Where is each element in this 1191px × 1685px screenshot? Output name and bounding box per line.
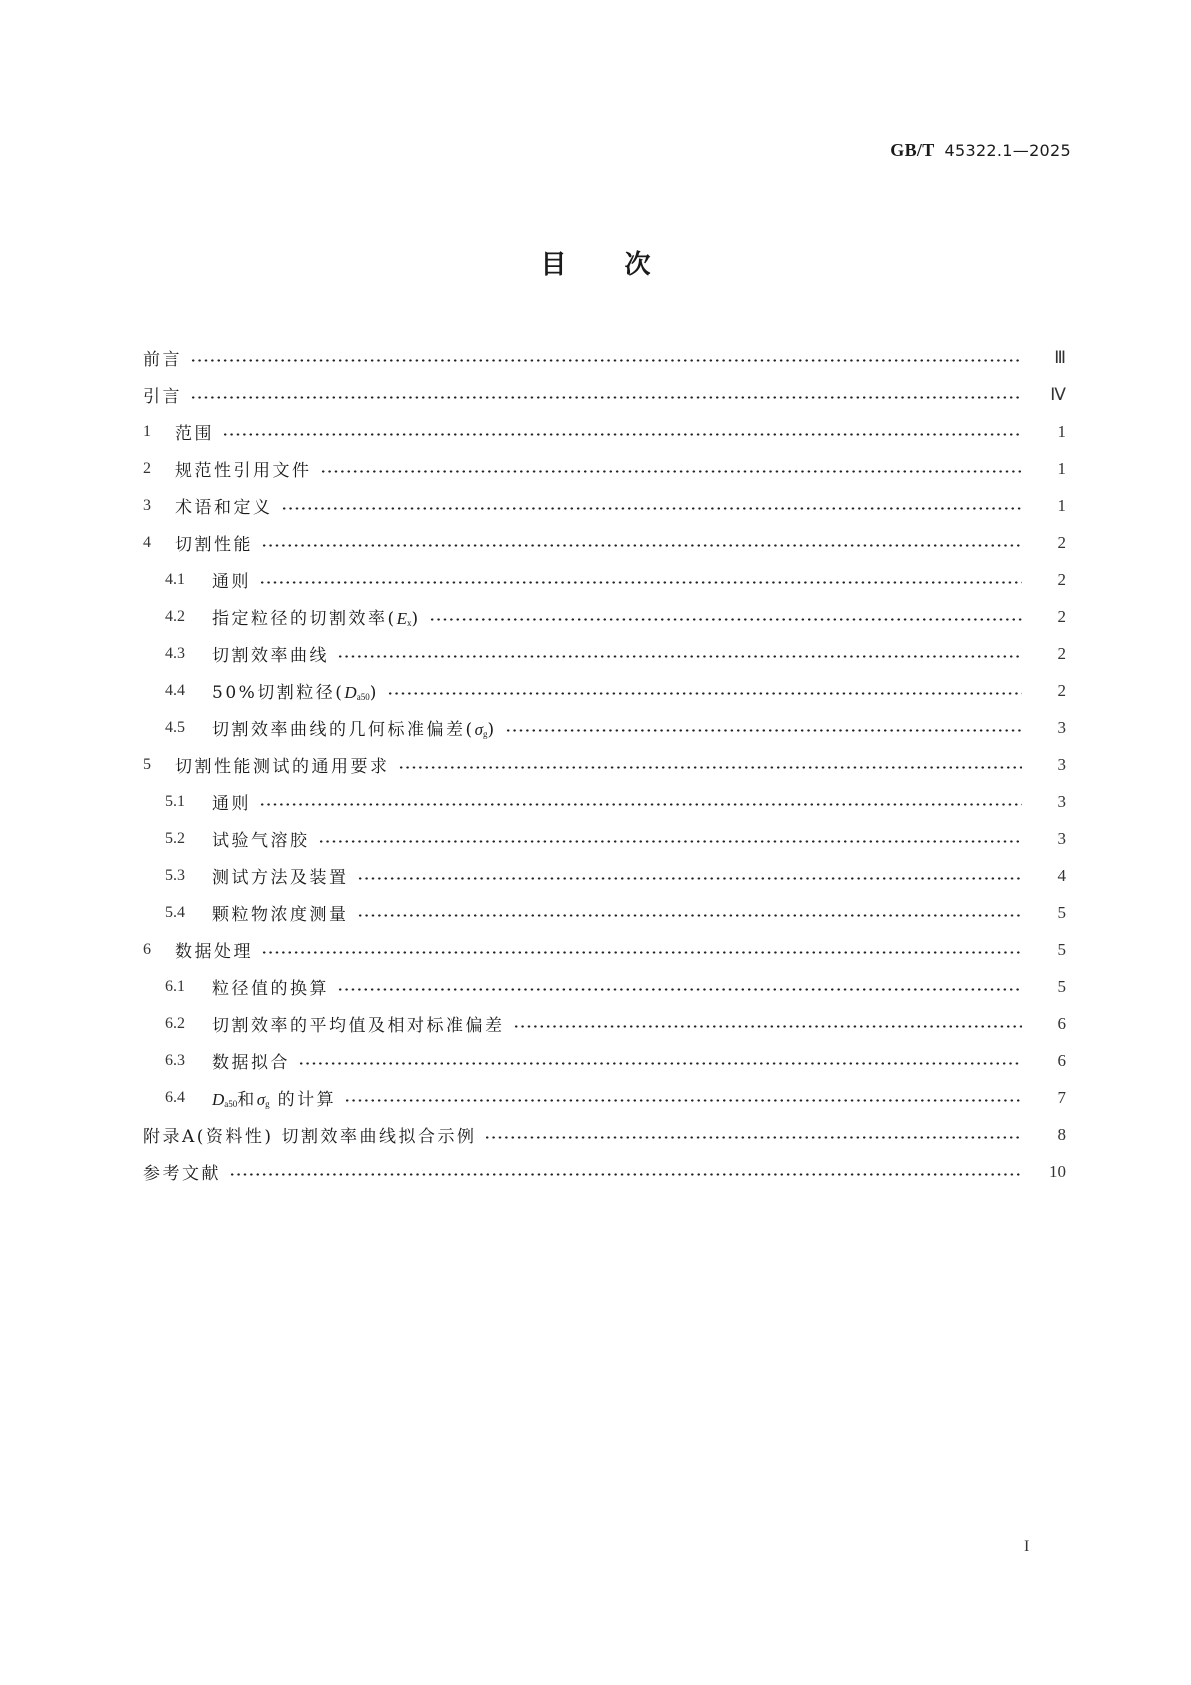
- toc-entry[interactable]: [143, 598, 1066, 635]
- toc-entry-heading: [143, 1159, 229, 1184]
- toc-entry-heading: [165, 900, 357, 925]
- toc-entry-number: 6: [143, 940, 151, 958]
- toc-label-text: 切割效率曲线: [212, 646, 329, 666]
- toc-entry-label: [212, 678, 379, 703]
- standard-prefix: GB/T: [890, 140, 935, 160]
- toc-entry[interactable]: [143, 413, 1066, 450]
- toc-entry-heading: [165, 641, 337, 666]
- toc-label-text: 通则: [212, 572, 251, 592]
- toc-entry-page: 3: [1022, 792, 1066, 812]
- toc-entry-page: 5: [1022, 903, 1066, 923]
- toc-label-text: ): [411, 609, 421, 629]
- toc-label-text: 数据拟合: [212, 1053, 290, 1073]
- toc-label-text: 范围: [175, 424, 214, 444]
- toc-entry-heading: [143, 493, 281, 518]
- dot-leader: [261, 951, 1022, 954]
- toc-label-text: 规范性引用文件: [175, 461, 312, 481]
- toc-entry-label: [212, 974, 329, 999]
- toc-entry-page: 2: [1022, 533, 1066, 553]
- toc-entry-label: [175, 456, 312, 481]
- dot-leader: [259, 581, 1022, 584]
- toc-entry[interactable]: [143, 1005, 1066, 1042]
- toc-entry-heading: [143, 456, 320, 481]
- toc-entry-label: [212, 604, 421, 629]
- dot-leader: [190, 359, 1022, 362]
- toc-entry-heading: [143, 345, 190, 370]
- toc-entry-heading: [165, 678, 387, 703]
- toc-entry-page: 6: [1022, 1051, 1066, 1071]
- dot-leader: [337, 655, 1022, 658]
- toc-entry-label: [212, 789, 251, 814]
- standard-number-header: [890, 140, 1071, 161]
- toc-entry-number: 2: [143, 459, 151, 477]
- toc-entry-label: [212, 900, 349, 925]
- math-symbol: E: [396, 609, 408, 628]
- toc-entry-number: 5.4: [165, 903, 185, 921]
- toc-label-text: 的计算: [269, 1090, 337, 1110]
- toc-entry-number: 5: [143, 755, 151, 773]
- math-symbol: σ: [474, 720, 484, 739]
- toc-entry-label: [143, 1122, 476, 1147]
- dot-leader: [357, 914, 1023, 917]
- toc-label-text: 参考文献: [143, 1164, 221, 1184]
- toc-label-text: 术语和定义: [175, 498, 273, 518]
- toc-entry[interactable]: [143, 672, 1066, 709]
- toc-entry-page: 5: [1022, 977, 1066, 997]
- dot-leader: [298, 1062, 1022, 1065]
- dot-leader: [337, 988, 1022, 991]
- dot-leader: [513, 1025, 1023, 1028]
- dot-leader: [429, 618, 1022, 621]
- math-symbol: D: [344, 683, 357, 702]
- toc-label-text: 附录A(资料性) 切割效率曲线拟合示例: [143, 1127, 477, 1147]
- toc-entry[interactable]: [143, 1116, 1066, 1153]
- toc-label-text: ): [369, 683, 379, 703]
- toc-entry[interactable]: [143, 746, 1066, 783]
- toc-entry-page: 7: [1022, 1088, 1066, 1108]
- toc-entry[interactable]: [143, 524, 1066, 561]
- dot-leader: [357, 877, 1023, 880]
- toc-entry-label: [175, 752, 390, 777]
- toc-entry-heading: [165, 1048, 298, 1073]
- dot-leader: [190, 396, 1022, 399]
- toc-label-text: 切割效率的平均值及相对标准偏差: [212, 1016, 505, 1036]
- toc-entry-page: 2: [1022, 681, 1066, 701]
- math-subscript: a50: [356, 692, 370, 702]
- toc-entry[interactable]: [143, 487, 1066, 524]
- toc-entry-page: 2: [1022, 644, 1066, 664]
- toc-entry-label: [143, 1159, 221, 1184]
- toc-entry-number: 5.3: [165, 866, 185, 884]
- toc-label-text: 数据处理: [175, 942, 253, 962]
- toc-entry[interactable]: [143, 931, 1066, 968]
- toc-entry[interactable]: [143, 635, 1066, 672]
- toc-entry-label: [212, 715, 497, 740]
- toc-title: [0, 244, 1191, 281]
- table-of-contents: [143, 339, 1066, 1190]
- toc-label-text: 通则: [212, 794, 251, 814]
- toc-entry[interactable]: [143, 450, 1066, 487]
- toc-entry[interactable]: [143, 820, 1066, 857]
- toc-label-text: 指定粒径的切割效率(: [212, 609, 397, 629]
- toc-entry-page: 2: [1022, 607, 1066, 627]
- toc-entry[interactable]: [143, 783, 1066, 820]
- toc-entry-page: Ⅲ: [1022, 348, 1066, 368]
- toc-entry-heading: [143, 419, 222, 444]
- toc-entry-label: [212, 1011, 505, 1036]
- toc-entry-label: [175, 419, 214, 444]
- toc-entry-number: 5.2: [165, 829, 185, 847]
- toc-entry-label: [212, 1048, 290, 1073]
- toc-entry-heading: [143, 752, 398, 777]
- toc-entry-label: [212, 863, 349, 888]
- toc-entry-page: 3: [1022, 718, 1066, 738]
- toc-entry-page: 8: [1022, 1125, 1066, 1145]
- dot-leader: [484, 1136, 1022, 1139]
- toc-label-text: 颗粒物浓度测量: [212, 905, 349, 925]
- toc-entry[interactable]: [143, 857, 1066, 894]
- toc-entry-label: [212, 826, 310, 851]
- toc-entry-page: 5: [1022, 940, 1066, 960]
- toc-label-text: ): [487, 720, 497, 740]
- toc-label-text: 50%切割粒径(: [212, 683, 345, 703]
- toc-entry-label: [143, 345, 182, 370]
- toc-entry-label: [175, 493, 273, 518]
- toc-entry-heading: [165, 974, 337, 999]
- toc-entry-label: [212, 641, 329, 666]
- dot-leader: [259, 803, 1022, 806]
- dot-leader: [261, 544, 1022, 547]
- toc-label-text: 试验气溶胶: [212, 831, 310, 851]
- toc-entry-label: [212, 567, 251, 592]
- toc-entry-page: 3: [1022, 755, 1066, 775]
- math-symbol: D: [212, 1090, 225, 1109]
- dot-leader: [222, 433, 1022, 436]
- toc-entry-number: 4.3: [165, 644, 185, 662]
- dot-leader: [344, 1099, 1022, 1102]
- dot-leader: [398, 766, 1023, 769]
- toc-entry-heading: [165, 1085, 344, 1110]
- toc-entry-number: 4.4: [165, 681, 185, 699]
- dot-leader: [505, 729, 1022, 732]
- toc-entry[interactable]: [143, 1079, 1066, 1116]
- toc-entry-number: 4: [143, 533, 151, 551]
- toc-entry-number: 4.1: [165, 570, 185, 588]
- math-subscript: g: [483, 729, 488, 739]
- toc-entry-number: 6.4: [165, 1088, 185, 1106]
- toc-entry-page: 2: [1022, 570, 1066, 590]
- toc-entry-heading: [165, 863, 357, 888]
- toc-entry-heading: [165, 715, 505, 740]
- toc-entry[interactable]: [143, 1042, 1066, 1079]
- math-symbol: σ: [256, 1090, 266, 1109]
- toc-entry-page: 10: [1022, 1162, 1066, 1182]
- dot-leader: [318, 840, 1023, 843]
- toc-entry-number: 5.1: [165, 792, 185, 810]
- toc-entry[interactable]: [143, 709, 1066, 746]
- toc-entry-page: 1: [1022, 496, 1066, 516]
- toc-entry-page: 4: [1022, 866, 1066, 886]
- toc-entry-number: 3: [143, 496, 151, 514]
- toc-label-text: 测试方法及装置: [212, 868, 349, 888]
- toc-entry[interactable]: [143, 376, 1066, 413]
- toc-entry-label: [143, 382, 182, 407]
- toc-entry-heading: [143, 937, 261, 962]
- toc-entry[interactable]: [143, 339, 1066, 376]
- toc-entry[interactable]: [143, 894, 1066, 931]
- toc-entry-heading: [165, 604, 429, 629]
- toc-entry-number: 6.2: [165, 1014, 185, 1032]
- math-subscript: a50: [224, 1099, 238, 1109]
- dot-leader: [387, 692, 1022, 695]
- math-subscript: x: [407, 618, 412, 628]
- page-number: I: [1024, 1538, 1030, 1555]
- toc-entry-number: 6.3: [165, 1051, 185, 1069]
- toc-entry[interactable]: [143, 561, 1066, 598]
- toc-label-text: 粒径值的换算: [212, 979, 329, 999]
- toc-label-text: 前言: [143, 350, 182, 370]
- toc-entry-page: 1: [1022, 422, 1066, 442]
- toc-entry-label: [212, 1085, 336, 1110]
- toc-entry-heading: [165, 1011, 513, 1036]
- toc-entry-label: [175, 937, 253, 962]
- standard-code: 45322.1—2025: [944, 141, 1071, 160]
- toc-entry-heading: [143, 530, 261, 555]
- toc-label-text: 切割性能测试的通用要求: [175, 757, 390, 777]
- toc-entry-number: 4.5: [165, 718, 185, 736]
- math-subscript: g: [265, 1099, 270, 1109]
- toc-entry-page: Ⅳ: [1022, 385, 1066, 405]
- toc-entry-heading: [143, 382, 190, 407]
- toc-label-text: 和: [237, 1090, 257, 1110]
- toc-label-text: 引言: [143, 387, 182, 407]
- toc-entry-heading: [143, 1122, 484, 1147]
- toc-entry-number: 6.1: [165, 977, 185, 995]
- toc-entry-heading: [165, 826, 318, 851]
- toc-title-char-2: 次: [624, 250, 651, 280]
- toc-entry-label: [175, 530, 253, 555]
- toc-entry-page: 1: [1022, 459, 1066, 479]
- toc-label-text: 切割效率曲线的几何标准偏差(: [212, 720, 475, 740]
- dot-leader: [229, 1173, 1022, 1176]
- toc-title-char-1: 目: [540, 250, 567, 280]
- toc-entry-number: 1: [143, 422, 151, 440]
- dot-leader: [281, 507, 1023, 510]
- toc-entry[interactable]: [143, 968, 1066, 1005]
- toc-entry-page: 6: [1022, 1014, 1066, 1034]
- toc-entry-page: 3: [1022, 829, 1066, 849]
- toc-label-text: 切割性能: [175, 535, 253, 555]
- toc-entry-heading: [165, 567, 259, 592]
- dot-leader: [320, 470, 1023, 473]
- toc-entry-heading: [165, 789, 259, 814]
- toc-entry-number: 4.2: [165, 607, 185, 625]
- toc-entry[interactable]: [143, 1153, 1066, 1190]
